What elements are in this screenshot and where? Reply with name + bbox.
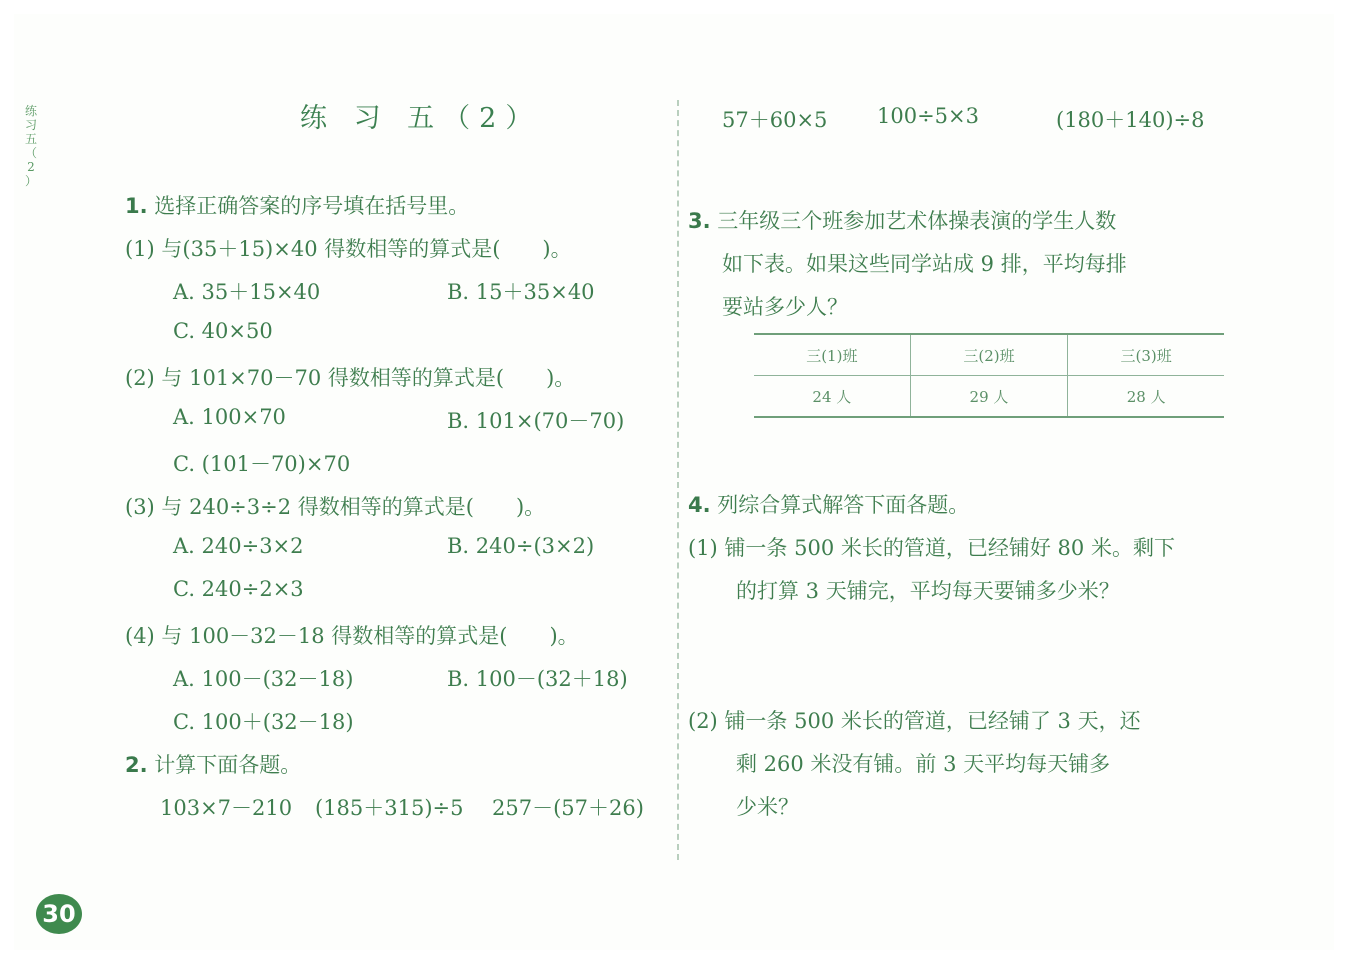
side-section-tab: 练 习 五 （ 2 ）: [24, 104, 37, 188]
q1-2-option-b: B. 101×(70－70): [447, 409, 625, 433]
q1-4-option-b: B. 100－(32＋18): [447, 667, 628, 691]
q4-1-line-2: 的打算 3 天铺完，平均每天要铺多少米？: [736, 579, 1120, 603]
q4-1-line-1: (1) 铺一条 500 米长的管道，已经铺好 80 米。剩下: [688, 536, 1175, 560]
q1-1-stem: (1) 与(35＋15)×40 得数相等的算式是( )。: [125, 237, 572, 261]
q4-2-line-3: 少米？: [736, 795, 799, 819]
q1-3-option-c: C. 240÷2×3: [173, 577, 304, 601]
q2-expression-6: (180＋140)÷8: [1056, 108, 1205, 132]
q1-4-option-c: C. 100＋(32－18): [173, 710, 354, 734]
q1-3-stem: (3) 与 240÷3÷2 得数相等的算式是( )。: [125, 495, 546, 519]
q1-1-option-c: C. 40×50: [173, 319, 273, 343]
column-divider: [677, 100, 679, 860]
q4-2-label: (2): [688, 709, 718, 733]
q1-3-option-a: A. 240÷3×2: [173, 534, 304, 558]
table-cell: 24 人: [812, 387, 852, 406]
q1-2-stem: (2) 与 101×70－70 得数相等的算式是( )。: [125, 366, 576, 390]
q1-4-stem: (4) 与 100－32－18 得数相等的算式是( )。: [125, 624, 579, 648]
page-number-badge: 30: [36, 894, 82, 934]
q2-expression-2: (185＋315)÷5: [315, 796, 464, 820]
q3-line-2: 如下表。如果这些同学站成 9 排，平均每排: [722, 252, 1127, 276]
q4-2-line-2: 剩 260 米没有铺。前 3 天平均每天铺多: [736, 752, 1111, 776]
q2-expression-5: 100÷5×3: [877, 104, 979, 128]
q3-line-1: 3. 三年级三个班参加艺术体操表演的学生人数: [688, 209, 1117, 233]
table-cell: 28 人: [1068, 376, 1224, 418]
q1-1-option-a: A. 35＋15×40: [173, 280, 321, 304]
page-title: 练 习 五（2）: [300, 103, 542, 134]
table-header-row: [754, 334, 1224, 376]
q2-expression-3: 257－(57＋26): [492, 796, 644, 820]
q2-prompt: 计算下面各题。: [154, 753, 302, 777]
q1-2-option-c: C. (101－70)×70: [173, 452, 351, 476]
q1-number: 1.: [125, 194, 148, 218]
q1-2-option-a: A. 100×70: [173, 405, 286, 429]
q4-prompt: 列综合算式解答下面各题。: [717, 493, 970, 517]
q1-4-option-a: A. 100－(32－18): [173, 667, 354, 691]
table-header-cell: 三(2)班: [910, 334, 1068, 376]
class-count-table: [754, 333, 1224, 418]
q4-2-line-1: (2) 铺一条 500 米长的管道，已经铺了 3 天，还: [688, 709, 1141, 733]
q1-3-option-b: B. 240÷(3×2): [447, 534, 595, 558]
q4-header: [688, 489, 969, 519]
q4-number: 4.: [688, 493, 711, 517]
q2-header: [125, 749, 301, 779]
q2-expression-1: 103×7－210: [160, 796, 293, 820]
table-row: [754, 376, 1224, 418]
q3-line-3: 要站多少人？: [722, 295, 848, 319]
table-cell: 29 人: [910, 376, 1068, 418]
q1-1-option-b: B. 15＋35×40: [447, 280, 595, 304]
q1-header: [125, 190, 469, 220]
q4-1-label: (1): [688, 536, 718, 560]
q3-number: 3.: [688, 209, 711, 233]
table-header-cell: 三(3)班: [1068, 334, 1224, 376]
table-header-cell: 三(1)班: [754, 334, 910, 376]
q1-prompt: 选择正确答案的序号填在括号里。: [154, 194, 470, 218]
q2-expression-4: 57＋60×5: [722, 108, 828, 132]
q2-number: 2.: [125, 753, 148, 777]
